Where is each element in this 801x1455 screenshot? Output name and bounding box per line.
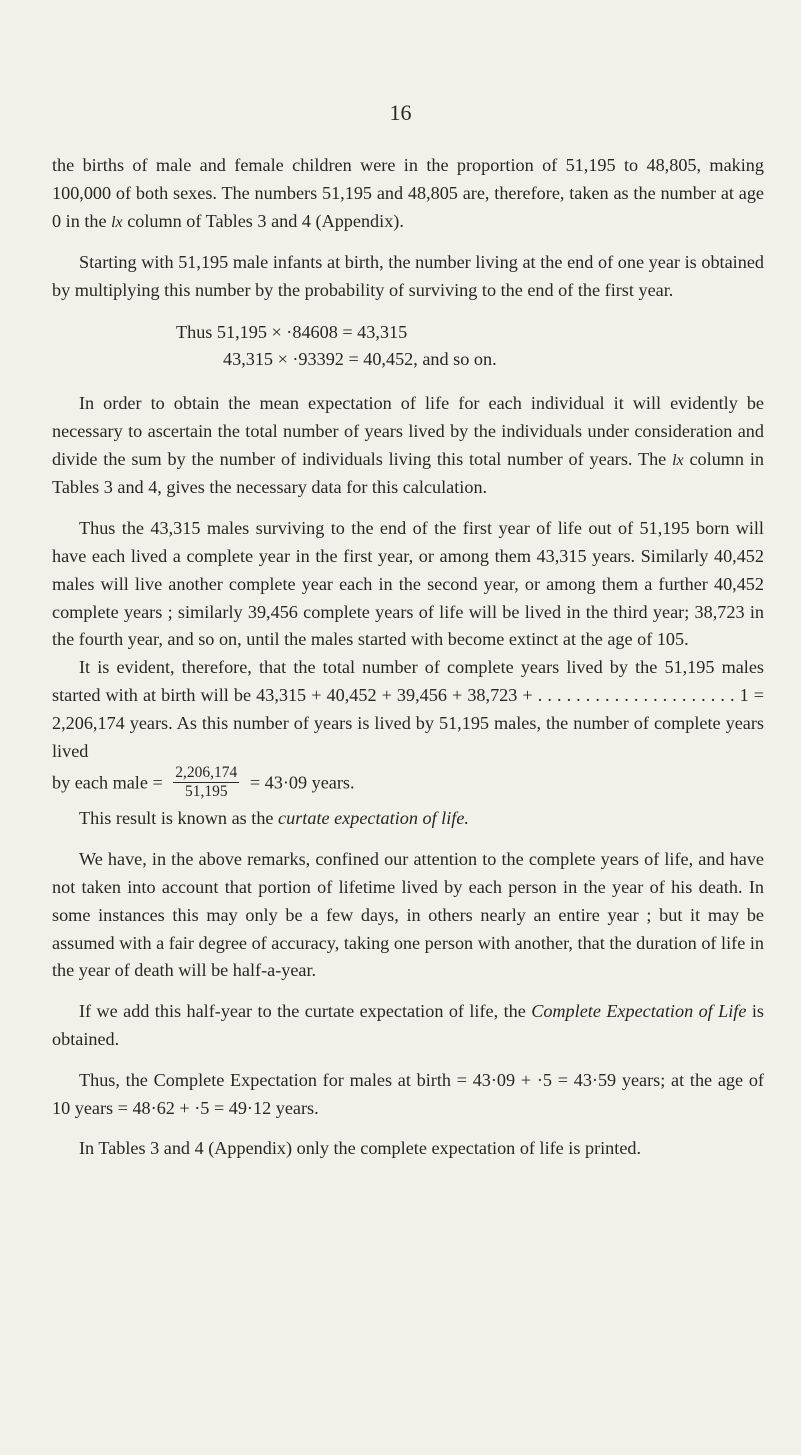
paragraph-7: We have, in the above remarks, confined our attention to the complete years of life, and have not taken into account that portion of lifetime lived by each person in the year of his death. In some instances this may only be a few days, in others nearly an entire year ; but it may be assumed with a fair degree of accuracy, taking one person with another, that the duration of life in the year of death will be half-a-year. xyxy=(52,849,764,981)
paragraph-5: It is evident, therefore, that the total number of complete years lived by the 51,195 males started with at birth will be 43,315 + 40,452 + 39,456 + 38,723 + . . . . . . . . . . . . . . . . . . . . . 1 = 2,206,174 years. As this number of years is lived by 51,195 males, the number of complete years lived xyxy=(52,657,764,761)
paragraph-1-text-b: column of Tables 3 and 4 (Appendix). xyxy=(122,210,404,231)
equation-block xyxy=(52,319,764,373)
paragraph-1 xyxy=(52,152,764,236)
body-text xyxy=(52,152,764,1163)
paragraph-2: Starting with 51,195 male infants at birth, the number living at the end of one year is obtained by multiplying this number by the probability of surviving to the end of the first year. xyxy=(52,252,764,301)
paragraph-9: Thus, the Complete Expectation for males at birth = 43·09 + ·5 = 43·59 years; at the age of 10 years = 48·62 + ·5 = 49·12 years. xyxy=(52,1069,764,1118)
complete-expectation-term: Complete Expectation of Life xyxy=(531,1001,747,1022)
fraction-result: = 43·09 years. xyxy=(249,773,355,794)
paragraph-4: Thus the 43,315 males surviving to the end of the first year of life out of 51,195 born will have each lived a complete year in the first year, or among them 43,315 years. Similarly 40,452 males will live another complete year each in the second year, or among them a further 40,452 complete years ; similarly 39,456 complete years of life will be lived in the third year; 38,723 in the fourth year, and so on, until the males started with become extinct at the age of 105. xyxy=(52,518,764,650)
lx-symbol: lx xyxy=(111,213,123,231)
equation-1: Thus 51,195 × ·84608 = 43,315 xyxy=(176,321,408,342)
fraction-numerator: 2,206,174 xyxy=(175,764,238,782)
paragraph-8-text-a: If we add this half-year to the curtate expectation of life, the xyxy=(79,1001,532,1022)
curtate-expectation-term: curtate expectation of life. xyxy=(278,808,469,829)
paragraph-10: In Tables 3 and 4 (Appendix) only the complete expectation of life is printed. xyxy=(79,1138,642,1159)
fraction-denominator: 51,195 xyxy=(184,783,228,801)
paragraph-1-text-a: the births of male and female children were in the proportion of 51,195 to 48,805, making 100,000 of both sexes. The numbers 51,195 and 48,805 are, therefore, taken as the number at age 0 in the xyxy=(52,155,764,231)
paragraph-8-text-b: is obtained. xyxy=(52,1001,764,1049)
equation-2: 43,315 × ·93392 = 40,452, and so on. xyxy=(223,348,497,369)
fraction-line xyxy=(52,764,764,805)
paragraph-3 xyxy=(52,390,764,502)
paragraph-3-text-a: In order to obtain the mean expectation of life for each individual it will evidently be necessary to ascertain the total number of years lived by the individuals under consideration and divide the sum by the number of individuals living this total number of years. The xyxy=(52,392,764,469)
paragraph-8 xyxy=(52,998,764,1054)
paragraph-3-text-b: column in Tables 3 and 4, gives the necessary data for this calculation. xyxy=(52,448,765,498)
fraction-prefix: by each male = xyxy=(52,773,163,794)
fraction xyxy=(173,765,239,800)
lx-symbol: lx xyxy=(672,451,684,469)
page-number: 16 xyxy=(389,100,412,125)
paragraph-6 xyxy=(52,805,764,833)
paragraph-6-text-a: This result is known as the xyxy=(79,808,279,829)
